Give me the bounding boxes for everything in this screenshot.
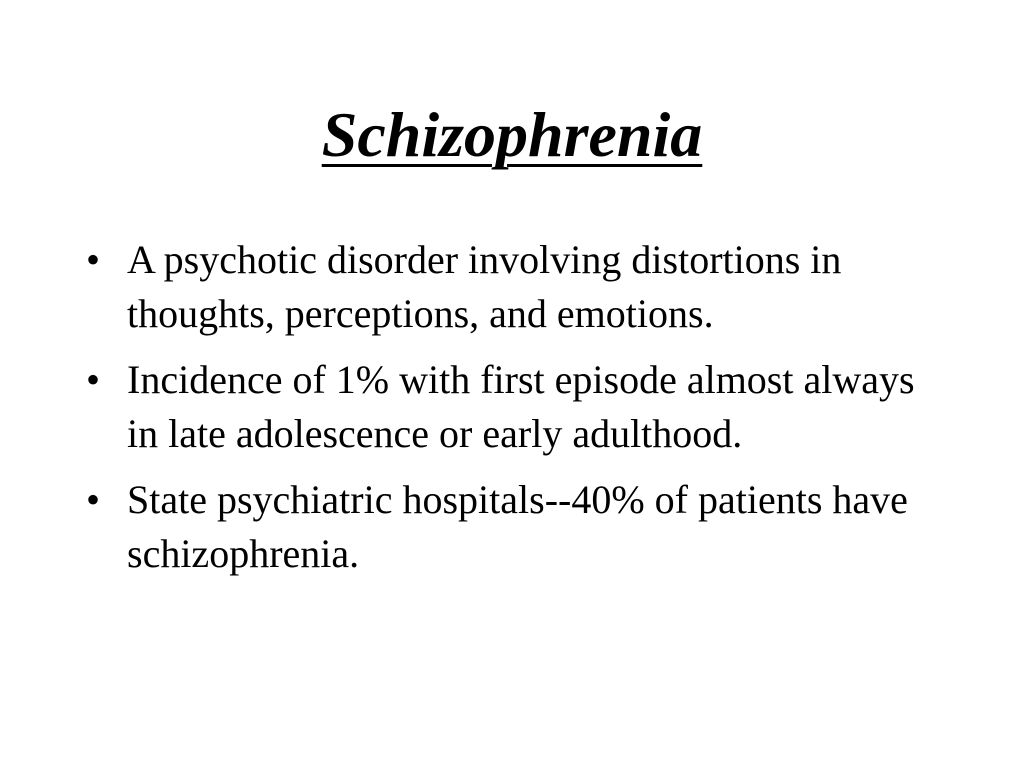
bullet-item: [86, 353, 936, 461]
bullet-text: A psychotic disorder involving distortions in thoughts, perceptions, and emotions.: [127, 237, 842, 336]
slide-title: Schizophrenia: [321, 99, 703, 170]
bullet-marker: •: [86, 237, 101, 282]
bullet-item: [86, 473, 936, 581]
bullet-item: [86, 233, 936, 341]
bullet-marker: •: [86, 477, 101, 522]
bullet-list: [86, 233, 936, 593]
bullet-marker: •: [86, 357, 101, 402]
bullet-text: Incidence of 1% with first episode almost always in late adolescence or early adulthood.: [127, 357, 915, 456]
bullet-text: State psychiatric hospitals--40% of patients have schizophrenia.: [127, 477, 908, 576]
